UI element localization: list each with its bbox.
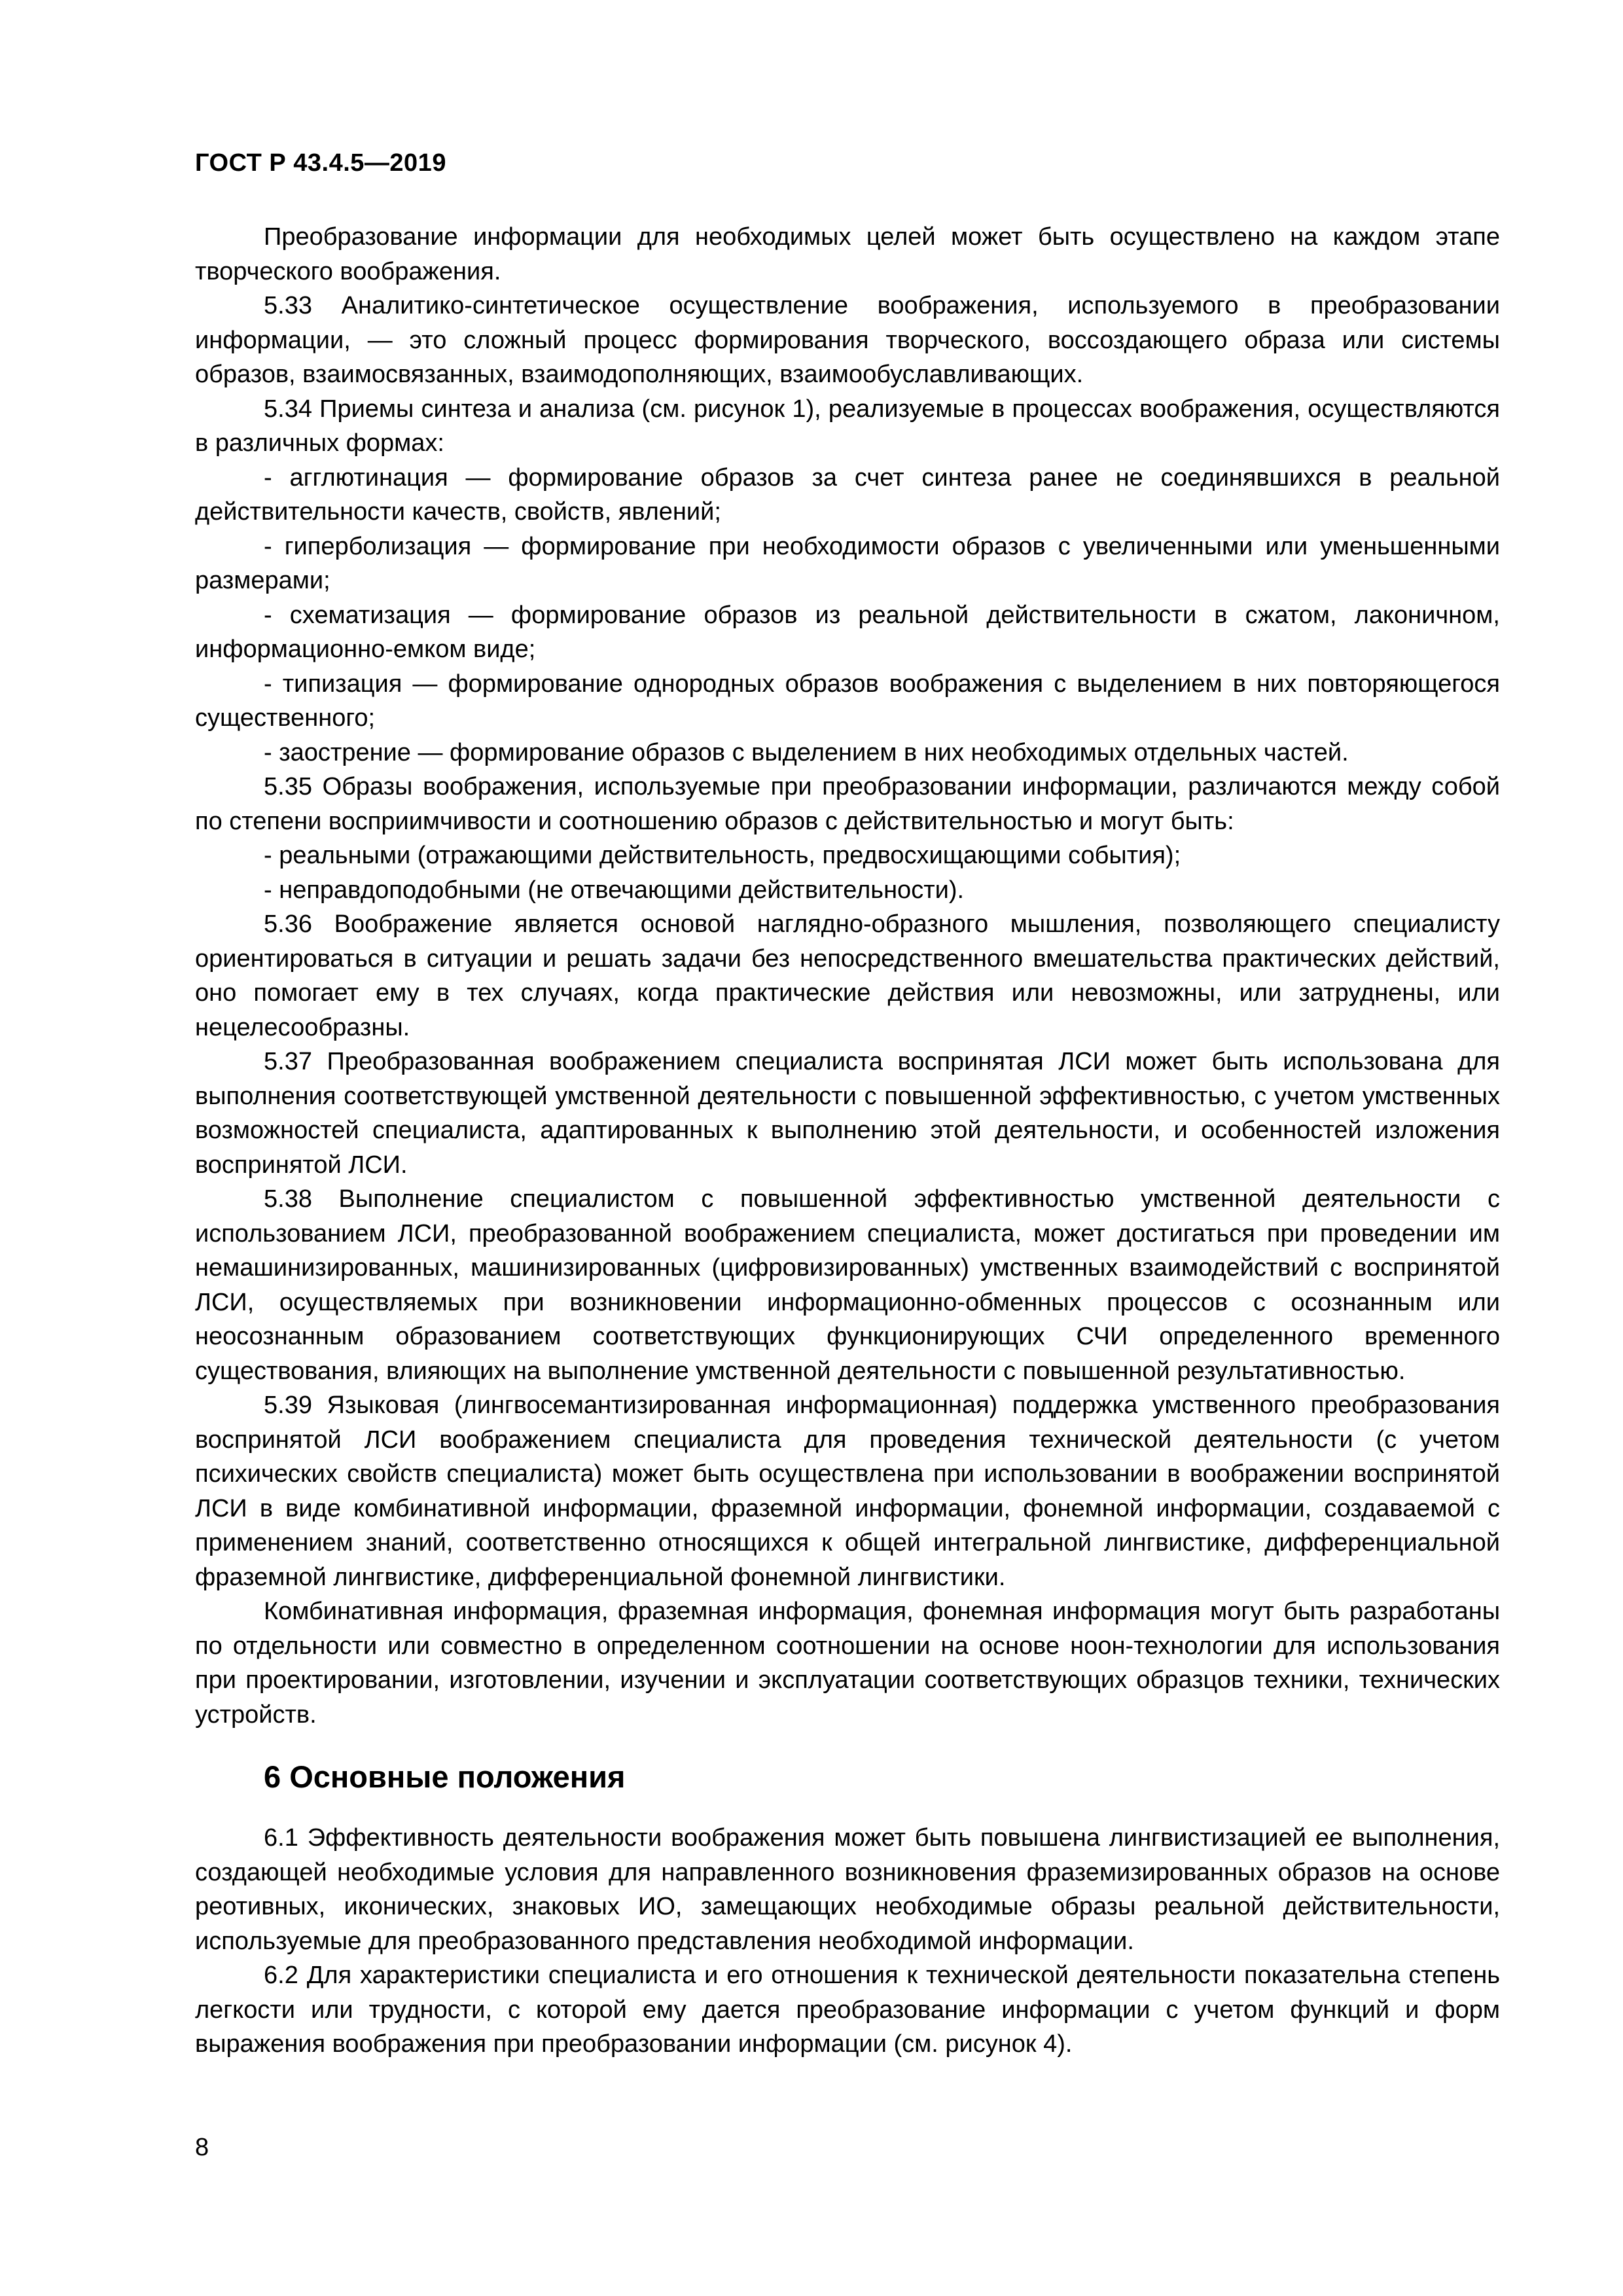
clause-5-33: 5.33 Аналитико-синтетическое осуществление воображения, используемого в преобразовании информации, — это сложный процесс формирования творческого, воссоздающего образа или системы образов, взаимосвязанных, взаимодополняющих, взаимообуславливающих. [195,292,1500,388]
list-item: - схематизация — формирование образов из реальной действительности в сжатом, лаконичном, информационно-емком виде; [195,601,1500,663]
clause-5-36: 5.36 Воображение является основой наглядно-образного мышления, позволяющего специалисту ориентироваться в ситуации и решать задачи без непосредственного вмешательства практических действий, оно помогает ему в тех случаях, когда практические действия или невозможны, или затруднены, или нецелесообразны. [195,910,1500,1041]
clause-6-2: 6.2 Для характеристики специалиста и его отношения к технической деятельности показательна степень легкости или трудности, с которой ему дается преобразование информации с учетом функций и форм выражения воображения при преобразовании информации (см. рисунок 4). [195,1962,1500,2058]
paragraph: Комбинативная информация, фраземная информация, фонемная информация могут быть разработаны по отдельности или совместно в определенном соотношении на основе ноон-технологии для использования при проектировании, изготовлении, изучении и эксплуатации соответствующих образцов техники, технических устройств. [195,1598,1500,1729]
paragraph: Преобразование информации для необходимых целей может быть осуществлено на каждом этапе творческого воображения. [195,223,1500,285]
clause-6-1: 6.1 Эффективность деятельности воображения может быть повышена лингвистизацией ее выполнения, создающей необходимые условия для направленного возникновения фраземизированных образов на основе реотивных, иконических, знаковых ИО, замещающих необходимые образы реальной действительности, используемые для преобразованного представления необходимой информации. [195,1824,1500,1955]
standard-code: ГОСТ Р 43.4.5—2019 [195,149,446,177]
page-number: 8 [195,2134,209,2161]
list-item: - агглютинация — формирование образов за счет синтеза ранее не соединявшихся в реальной действительности качеств, свойств, явлений; [195,463,1500,526]
list-item: - неправдоподобными (не отвечающими действительности). [264,876,965,904]
list-item: - типизация — формирование однородных образов воображения с выделением в них повторяющегося существенного; [195,670,1500,732]
list-item: - гиперболизация — формирование при необходимости образов с увеличенными или уменьшенными размерами; [195,532,1500,594]
list-item: - заострение — формирование образов с выделением в них необходимых отдельных частей. [264,738,1349,766]
page-body [195,220,1500,2062]
clause-5-38: 5.38 Выполнение специалистом с повышенной эффективностью умственной деятельности с использованием ЛСИ, преобразованной воображением специалиста, может достигаться при проведении им немашинизированных, машинизированных (цифровизированных) умственных взаимодействий с воспринятой ЛСИ, осуществляемых при возникновении информационно-обменных процессов с осознанным или неосознанным образованием соответствующих функционирующих СЧИ определенного временного существования, влияющих на выполнение умственной деятельности с повышенной результативностью. [195,1185,1500,1385]
clause-5-39: 5.39 Языковая (лингвосемантизированная информационная) поддержка умственного преобразования воспринятой ЛСИ воображением специалиста для проведения технической деятельности (с учетом психических свойств специалиста) может быть осуществлена при использовании в воображении воспринятой ЛСИ в виде комбинативной информации, фраземной информации, фонемной информации, создаваемой с применением знаний, соответственно относящихся к общей интегральной лингвистике, дифференциальной фраземной лингвистике, дифференциальной фонемной лингвистики. [195,1391,1500,1591]
clause-5-37: 5.37 Преобразованная воображением специалиста воспринятая ЛСИ может быть использована для выполнения соответствующей умственной деятельности с повышенной эффективностью, с учетом умственных возможностей специалиста, адаптированных к выполнению этой деятельности, и особенностей изложения воспринятой ЛСИ. [195,1048,1500,1179]
list-item: - реальными (отражающими действительность, предвосхищающими события); [264,842,1181,869]
clause-5-34: 5.34 Приемы синтеза и анализа (см. рисунок 1), реализуемые в процессах воображения, осуществляются в различных формах: [195,395,1500,457]
section-heading: 6 Основные положения [264,1759,626,1794]
clause-5-35: 5.35 Образы воображения, используемые при преобразовании информации, различаются между собой по степени восприимчивости и соотношению образов с действительностью и могут быть: [195,773,1500,835]
